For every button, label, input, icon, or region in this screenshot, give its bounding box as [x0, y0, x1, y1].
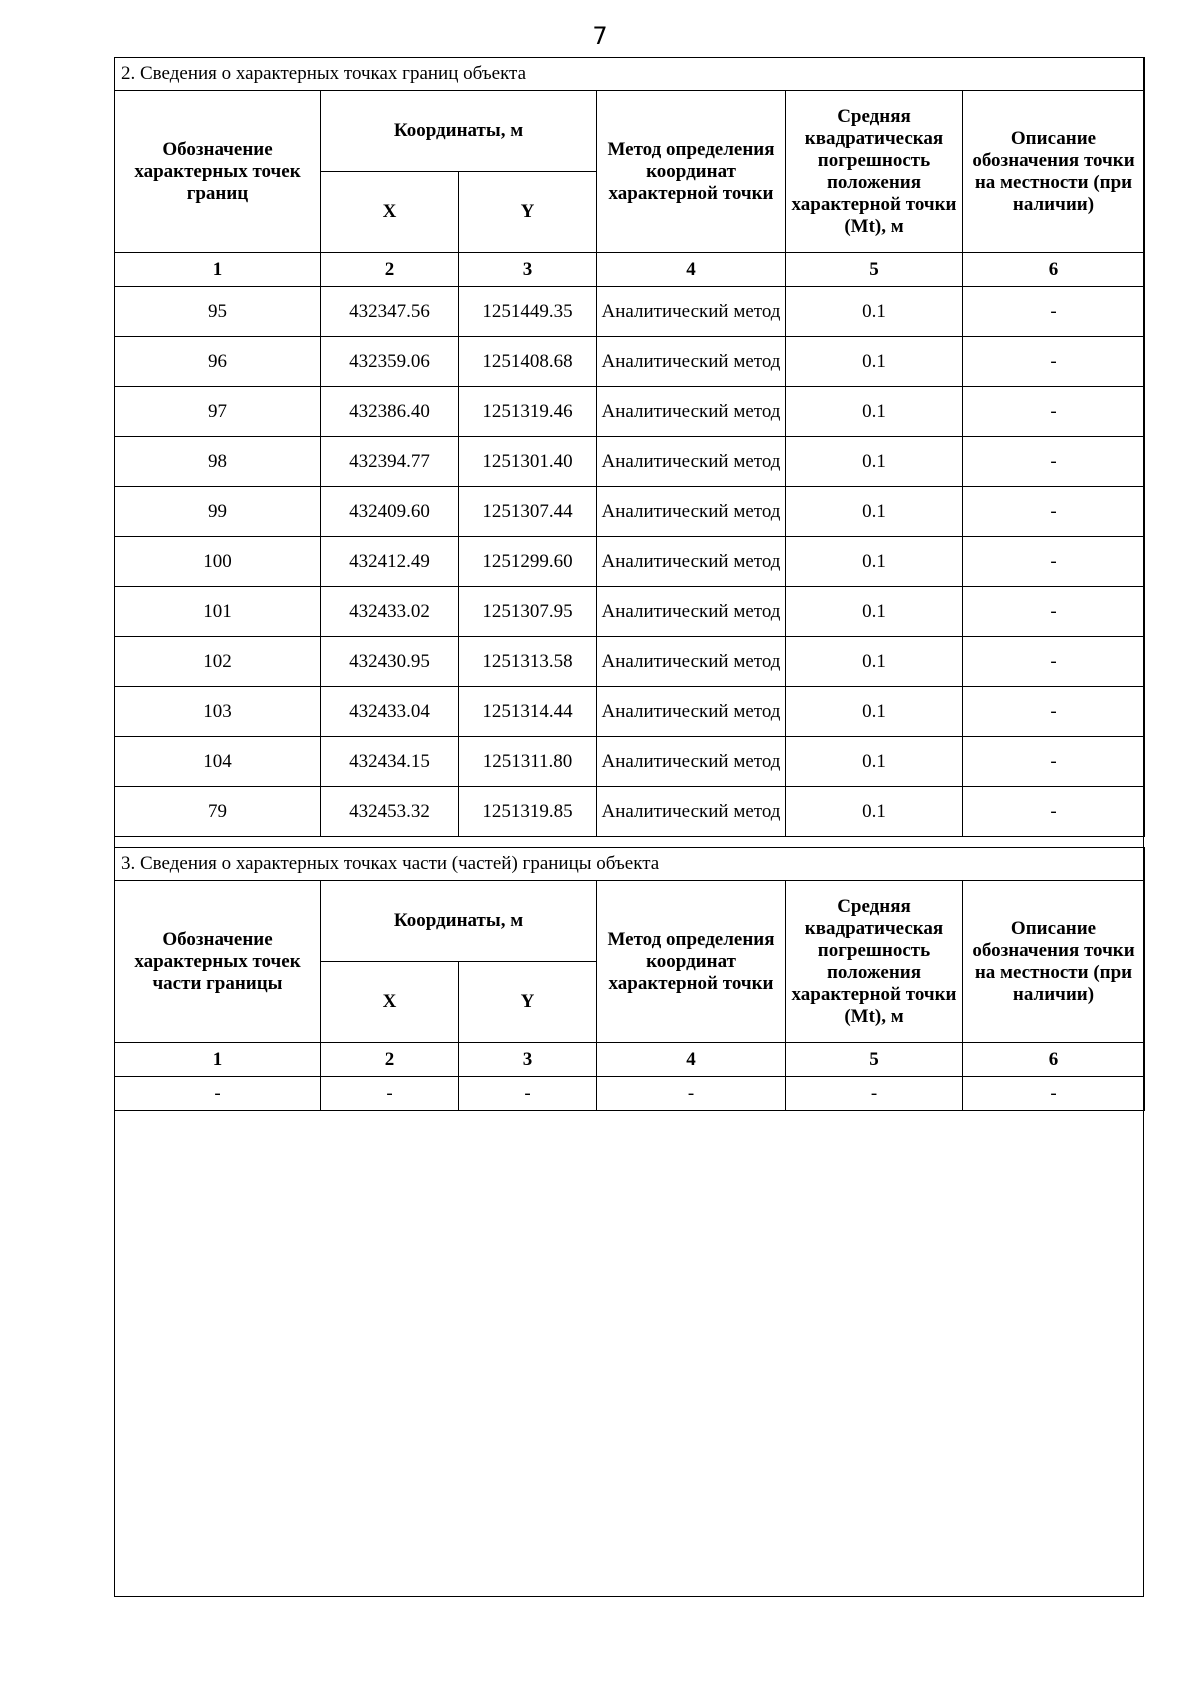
coordinate-y-cell: 1251307.44: [459, 487, 597, 537]
point-designation-cell: 103: [115, 687, 321, 737]
error-cell: 0.1: [786, 437, 963, 487]
point-designation-cell: 104: [115, 737, 321, 787]
table-row: [115, 437, 1145, 487]
header-description: Описание обозначения точки на местности (при наличии): [963, 881, 1145, 1043]
coordinate-x-cell: 432433.04: [321, 687, 459, 737]
description-cell: -: [963, 437, 1145, 487]
table-row: [115, 587, 1145, 637]
table-row: [115, 287, 1145, 337]
column-number: 5: [786, 253, 963, 287]
table-row: [115, 337, 1145, 387]
column-number-row: [115, 1043, 1145, 1077]
method-cell: Аналитический метод: [597, 687, 786, 737]
coordinate-x-cell: 432409.60: [321, 487, 459, 537]
header-method: Метод определения координат характерной точки: [597, 881, 786, 1043]
table-row: [115, 1077, 1145, 1111]
point-designation-cell: 97: [115, 387, 321, 437]
description-cell: -: [963, 587, 1145, 637]
point-designation-cell: 102: [115, 637, 321, 687]
method-cell: Аналитический метод: [597, 387, 786, 437]
header-x: X: [321, 962, 459, 1043]
error-cell: 0.1: [786, 637, 963, 687]
point-designation-cell: 101: [115, 587, 321, 637]
header-x: X: [321, 172, 459, 253]
error-cell: 0.1: [786, 737, 963, 787]
column-number: 3: [459, 253, 597, 287]
coordinate-y-cell: 1251311.80: [459, 737, 597, 787]
coordinate-x-cell: 432430.95: [321, 637, 459, 687]
column-number: 2: [321, 1043, 459, 1077]
method-cell: Аналитический метод: [597, 737, 786, 787]
method-cell: Аналитический метод: [597, 637, 786, 687]
coordinate-y-cell: 1251314.44: [459, 687, 597, 737]
coordinate-x-cell: 432386.40: [321, 387, 459, 437]
table-row: [115, 537, 1145, 587]
header-coordinates: Координаты, м: [321, 881, 597, 962]
column-number: 6: [963, 253, 1145, 287]
description-cell: -: [963, 687, 1145, 737]
description-cell: -: [963, 337, 1145, 387]
column-number: 1: [115, 253, 321, 287]
error-cell: 0.1: [786, 487, 963, 537]
header-coordinates: Координаты, м: [321, 91, 597, 172]
description-cell: -: [963, 637, 1145, 687]
column-number: 4: [597, 253, 786, 287]
method-cell: Аналитический метод: [597, 787, 786, 837]
description-cell: -: [963, 537, 1145, 587]
error-cell: 0.1: [786, 387, 963, 437]
coordinate-y-cell: 1251408.68: [459, 337, 597, 387]
column-number: 5: [786, 1043, 963, 1077]
coordinate-y-cell: 1251307.95: [459, 587, 597, 637]
error-cell: 0.1: [786, 587, 963, 637]
column-number: 2: [321, 253, 459, 287]
description-cell: -: [963, 387, 1145, 437]
header-error: Средняя квадратическая погрешность положения характерной точки (Mt), м: [786, 91, 963, 253]
coordinate-x-cell: 432347.56: [321, 287, 459, 337]
coordinate-y-cell: -: [459, 1077, 597, 1111]
coordinate-y-cell: 1251299.60: [459, 537, 597, 587]
method-cell: Аналитический метод: [597, 487, 786, 537]
description-cell: -: [963, 287, 1145, 337]
method-cell: Аналитический метод: [597, 437, 786, 487]
header-error: Средняя квадратическая погрешность положения характерной точки (Mt), м: [786, 881, 963, 1043]
table-row: [115, 787, 1145, 837]
coordinate-x-cell: 432394.77: [321, 437, 459, 487]
point-designation-cell: 99: [115, 487, 321, 537]
header-y: Y: [459, 172, 597, 253]
coordinate-y-cell: 1251319.46: [459, 387, 597, 437]
table-row: [115, 487, 1145, 537]
description-cell: -: [963, 1077, 1145, 1111]
header-description: Описание обозначения точки на местности (при наличии): [963, 91, 1145, 253]
description-cell: -: [963, 487, 1145, 537]
error-cell: 0.1: [786, 537, 963, 587]
coordinate-x-cell: 432359.06: [321, 337, 459, 387]
method-cell: Аналитический метод: [597, 537, 786, 587]
point-designation-cell: 79: [115, 787, 321, 837]
error-cell: 0.1: [786, 687, 963, 737]
coordinate-y-cell: 1251313.58: [459, 637, 597, 687]
column-number: 6: [963, 1043, 1145, 1077]
part-boundary-points-table: [114, 847, 1145, 1111]
coordinate-y-cell: 1251319.85: [459, 787, 597, 837]
description-cell: -: [963, 787, 1145, 837]
table-row: [115, 687, 1145, 737]
point-designation-cell: 95: [115, 287, 321, 337]
coordinate-x-cell: 432433.02: [321, 587, 459, 637]
table-row: [115, 737, 1145, 787]
error-cell: 0.1: [786, 787, 963, 837]
column-number: 4: [597, 1043, 786, 1077]
point-designation-cell: -: [115, 1077, 321, 1111]
error-cell: 0.1: [786, 337, 963, 387]
coordinate-y-cell: 1251449.35: [459, 287, 597, 337]
method-cell: Аналитический метод: [597, 587, 786, 637]
header-method: Метод определения координат характерной точки: [597, 91, 786, 253]
coordinate-x-cell: -: [321, 1077, 459, 1111]
point-designation-cell: 100: [115, 537, 321, 587]
section-title: 3. Сведения о характерных точках части (частей) границы объекта: [115, 848, 1145, 881]
section-title: 2. Сведения о характерных точках границ объекта: [115, 58, 1145, 91]
method-cell: Аналитический метод: [597, 287, 786, 337]
header-y: Y: [459, 962, 597, 1043]
table-row: [115, 387, 1145, 437]
header-point-designation: Обозначение характерных точек границ: [115, 91, 321, 253]
coordinate-y-cell: 1251301.40: [459, 437, 597, 487]
table-row: [115, 637, 1145, 687]
error-cell: 0.1: [786, 287, 963, 337]
method-cell: Аналитический метод: [597, 337, 786, 387]
method-cell: -: [597, 1077, 786, 1111]
header-point-designation: Обозначение характерных точек части границы: [115, 881, 321, 1043]
column-number: 3: [459, 1043, 597, 1077]
column-number-row: [115, 253, 1145, 287]
page-number: 7: [592, 22, 608, 50]
point-designation-cell: 96: [115, 337, 321, 387]
description-cell: -: [963, 737, 1145, 787]
coordinate-x-cell: 432434.15: [321, 737, 459, 787]
column-number: 1: [115, 1043, 321, 1077]
error-cell: -: [786, 1077, 963, 1111]
coordinate-x-cell: 432453.32: [321, 787, 459, 837]
coordinate-x-cell: 432412.49: [321, 537, 459, 587]
boundary-points-table: [114, 57, 1145, 837]
point-designation-cell: 98: [115, 437, 321, 487]
